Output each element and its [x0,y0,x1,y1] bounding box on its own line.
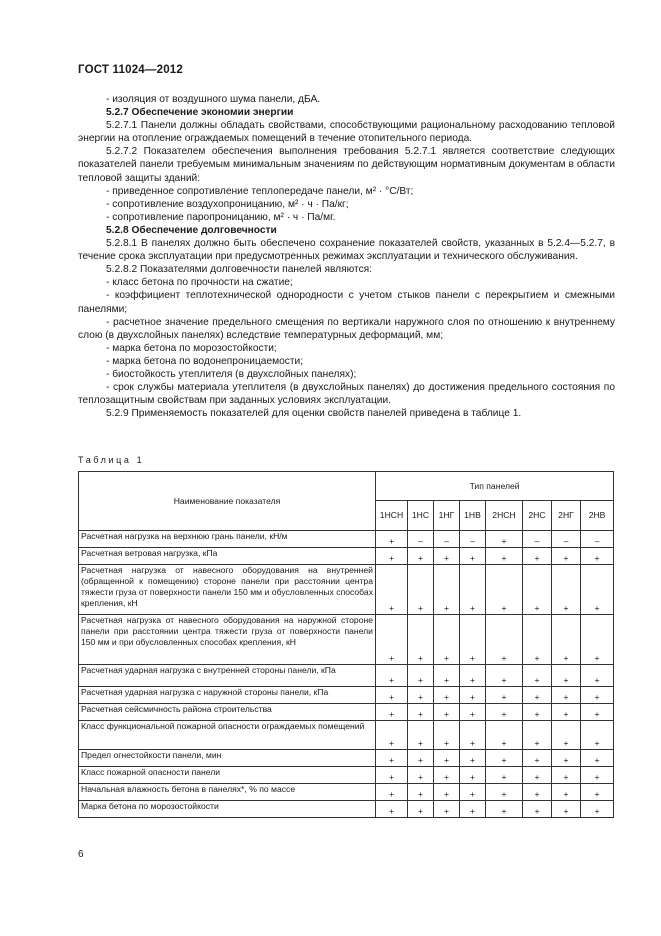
table-row [79,784,614,801]
indicator-name: Класс пожарной опасности панели [79,767,376,784]
applicability-mark: + [408,615,434,665]
applicability-mark: – [460,531,486,548]
column-header-code: 2НГ [552,501,581,531]
applicability-mark: + [434,687,460,704]
applicability-mark: + [408,687,434,704]
applicability-mark: + [434,548,460,565]
column-header-name: Наименование показателя [79,472,376,531]
applicability-mark: + [460,721,486,750]
applicability-mark: + [523,767,552,784]
applicability-mark: + [523,784,552,801]
applicability-mark: + [408,750,434,767]
applicability-mark: + [581,704,614,721]
table-row [79,665,614,687]
applicability-mark: + [408,565,434,615]
applicability-mark: – [523,531,552,548]
applicability-mark: + [376,615,408,665]
applicability-mark: + [523,750,552,767]
applicability-mark: + [552,721,581,750]
column-header-code: 1НВ [460,501,486,531]
applicability-mark: + [460,801,486,818]
applicability-mark: + [460,687,486,704]
applicability-mark: + [434,615,460,665]
applicability-mark: + [581,721,614,750]
applicability-mark: – [408,531,434,548]
applicability-mark: + [523,704,552,721]
applicability-mark: + [376,704,408,721]
applicability-mark: + [523,548,552,565]
paragraph: 5.2.8.2 Показателями долговечности панелей являются: [106,264,373,276]
applicability-mark: + [523,565,552,615]
table-row [79,704,614,721]
indicator-name: Класс функциональной пожарной опасности ограждаемых помещений [79,721,376,750]
applicability-mark: + [376,801,408,818]
applicability-mark: + [486,565,523,615]
applicability-mark: – [552,531,581,548]
applicability-mark: + [460,750,486,767]
applicability-mark: + [434,721,460,750]
paragraph: 5.2.7.2 Показателем обеспечения выполнения требования 5.2.7.1 является соответствие следующих показателей панели требуемым минимальным значениям по действующим нормативным документам в области тепловой защиты зданий: [78,146,615,184]
applicability-mark: + [434,750,460,767]
applicability-mark: + [460,565,486,615]
applicability-mark: + [486,767,523,784]
applicability-mark: + [486,615,523,665]
paragraph: 5.2.7.1 Панели должны обладать свойствами, способствующими рациональному расходованию тепловой энергии на отопление ограждаемых помещений в течение отопительного периода. [78,120,615,145]
indicator-name: Расчетная ударная нагрузка с внутренней стороны панели, кПа [79,665,376,687]
applicability-mark: + [552,615,581,665]
indicator-name: Расчетная ударная нагрузка с наружной стороны панели, кПа [79,687,376,704]
applicability-mark: + [408,548,434,565]
applicability-mark: + [581,784,614,801]
applicability-mark: + [581,565,614,615]
table-row [79,565,614,615]
applicability-mark: + [434,665,460,687]
column-header-code: 1НСН [376,501,408,531]
applicability-mark: + [581,548,614,565]
column-header-code: 2НС [523,501,552,531]
table-row [79,548,614,565]
applicability-mark: + [552,784,581,801]
table-row [79,615,614,665]
applicability-mark: + [460,615,486,665]
indicator-name: Расчетная нагрузка от навесного оборудования на наружной стороне панели при расстоянии центра тяжести груза от поверхности панели 150 мм и при обусловленных способах крепления, кН [79,615,376,665]
paragraph: - марка бетона по водонепроницаемости; [106,355,304,367]
applicability-mark: + [376,784,408,801]
applicability-mark: + [376,750,408,767]
applicability-mark: – [434,531,460,548]
applicability-mark: + [523,801,552,818]
page-number: 6 [78,849,84,860]
column-header-code: 1НГ [434,501,460,531]
paragraph: - изоляция от воздушного шума панели, дБА. [106,94,321,105]
column-header-code: 1НС [408,501,434,531]
applicability-mark: + [486,784,523,801]
column-header-panel-type: Тип панелей [376,472,614,501]
paragraph: 5.2.9 Применяемость показателей для оценки свойств панелей приведена в таблице 1. [106,408,522,420]
applicability-mark: + [434,767,460,784]
paragraph: - коэффициент теплотехнической однородности с учетом стыков панели с перекрытием и смежными панелями; [78,290,615,315]
table-row [79,687,614,704]
applicability-mark: + [408,721,434,750]
applicability-mark: + [552,687,581,704]
indicator-name: Начальная влажность бетона в панелях*, % по массе [79,784,376,801]
section-heading: 5.2.7 Обеспечение экономии энергии [106,107,294,119]
applicability-mark: + [486,801,523,818]
applicability-mark: + [408,704,434,721]
applicability-mark: + [486,665,523,687]
applicability-mark: + [376,665,408,687]
indicator-name: Расчетная нагрузка на верхнюю грань панели, кН/м [79,531,376,548]
applicability-mark: + [460,548,486,565]
section-heading: 5.2.8 Обеспечение долговечности [106,224,277,236]
table-row [79,767,614,784]
paragraph: - сопротивление паропроницанию, м² · ч · Па/мг. [106,211,336,223]
applicability-mark: + [408,767,434,784]
paragraph: - сопротивление воздухопроницанию, м² · ч · Па/кг; [106,198,349,210]
applicability-mark: + [581,615,614,665]
applicability-mark: + [434,704,460,721]
column-header-code: 2НСН [486,501,523,531]
applicability-mark: + [552,565,581,615]
table-row [79,531,614,548]
column-header-code: 2НВ [581,501,614,531]
applicability-mark: + [581,687,614,704]
applicability-mark: + [408,665,434,687]
applicability-mark: + [523,665,552,687]
paragraph: - марка бетона по морозостойкости; [106,342,277,354]
paragraph: - приведенное сопротивление теплопередаче панели, м² · °С/Вт; [106,185,414,197]
applicability-mark: + [552,665,581,687]
paragraph: - биостойкость утеплителя (в двухслойных панелях); [106,368,357,380]
applicability-mark: + [552,548,581,565]
applicability-mark: + [486,721,523,750]
table-row [79,801,614,818]
indicator-name: Расчетная сейсмичность района строительства [79,704,376,721]
applicability-mark: + [434,565,460,615]
applicability-mark: + [523,615,552,665]
applicability-mark: + [460,784,486,801]
indicator-name: Предел огнестойкости панели, мин [79,750,376,767]
applicability-mark: + [376,767,408,784]
indicator-name: Расчетная ветровая нагрузка, кПа [79,548,376,565]
indicator-table [78,471,614,818]
applicability-mark: + [460,767,486,784]
applicability-mark: + [523,687,552,704]
applicability-mark: + [376,565,408,615]
document-header: ГОСТ 11024—2012 [78,64,183,76]
applicability-mark: + [408,801,434,818]
applicability-mark: + [581,750,614,767]
applicability-mark: + [460,704,486,721]
applicability-mark: + [376,531,408,548]
applicability-mark: + [408,784,434,801]
indicator-name: Расчетная нагрузка от навесного оборудования на внутренней (обращенной к помещению) стороне панели при расстоянии центра тяжести груза от поверхности панели 150 мм и обусловленных способах крепления, кН [79,565,376,615]
applicability-mark: + [552,704,581,721]
applicability-mark: + [376,721,408,750]
applicability-mark: + [581,767,614,784]
applicability-mark: + [523,721,552,750]
applicability-mark: + [434,784,460,801]
table-caption: Таблица 1 [78,455,145,465]
applicability-mark: – [581,531,614,548]
applicability-mark: + [552,767,581,784]
indicator-name: Марка бетона по морозостойкости [79,801,376,818]
table-row [79,721,614,750]
paragraph: - класс бетона по прочности на сжатие; [106,277,293,289]
paragraph: - срок службы материала утеплителя (в двухслойных панелях) до достижения предельного состояния по теплозащитным свойствам при заданных условиях эксплуатации. [78,382,615,407]
paragraph: - расчетное значение предельного смещения по вертикали наружного слоя по отношению к внутреннему слою (в двухслойных панелях) вследствие температурных деформаций, мм; [78,316,615,341]
applicability-mark: + [552,750,581,767]
applicability-mark: + [581,665,614,687]
paragraph: 5.2.8.1 В панелях должно быть обеспечено сохранение показателей свойств, указанных в 5.2.4—5.2.7, в течение срока эксплуатации при предусмотренных режимах эксплуатации и технического обслуживания. [78,238,615,263]
applicability-mark: + [486,704,523,721]
table-row [79,750,614,767]
applicability-mark: + [552,801,581,818]
applicability-mark: + [460,665,486,687]
body-text [78,93,615,420]
applicability-mark: + [376,687,408,704]
applicability-mark: + [434,801,460,818]
applicability-mark: + [486,750,523,767]
applicability-mark: + [486,531,523,548]
applicability-mark: + [376,548,408,565]
applicability-mark: + [581,801,614,818]
applicability-mark: + [486,687,523,704]
applicability-mark: + [486,548,523,565]
